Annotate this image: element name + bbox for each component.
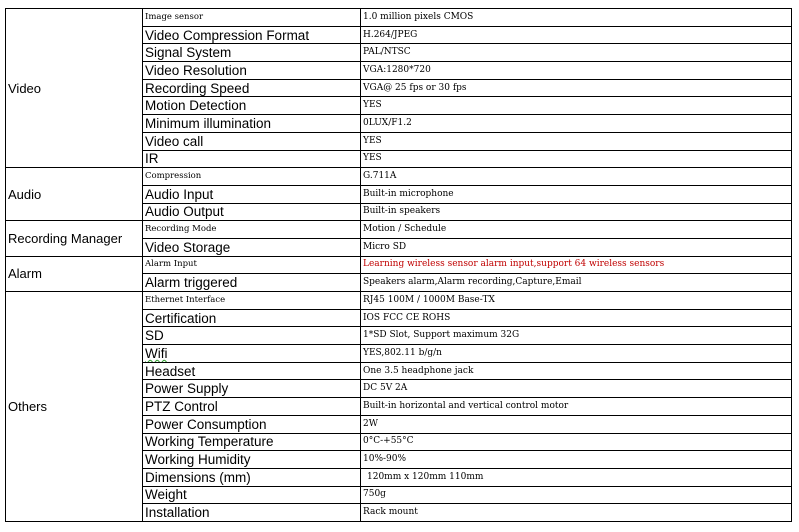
category-alarm: Alarm <box>6 256 143 291</box>
spec-label: Minimum illumination <box>143 115 361 133</box>
spec-value: YES,802.11 b/g/n <box>361 345 792 363</box>
spec-label: Audio Output <box>143 203 361 221</box>
spec-label: Working Temperature <box>143 433 361 451</box>
spec-label: Video Resolution <box>143 62 361 80</box>
spec-label: Motion Detection <box>143 97 361 115</box>
spec-label: PTZ Control <box>143 398 361 416</box>
spec-label: Alarm Input <box>143 256 361 274</box>
spec-value: 1*SD Slot, Support maximum 32G <box>361 327 792 345</box>
spec-label: Recording Speed <box>143 79 361 97</box>
spec-value: YES <box>361 132 792 150</box>
table-row <box>6 221 792 239</box>
spec-label: Dimensions (mm) <box>143 468 361 486</box>
spec-value: VGA:1280*720 <box>361 62 792 80</box>
spec-label: Compression <box>143 168 361 186</box>
spec-value: Rack mount <box>361 504 792 522</box>
spec-value: VGA@ 25 fps or 30 fps <box>361 79 792 97</box>
spec-label: Alarm triggered <box>143 274 361 292</box>
spec-label: SD <box>143 327 361 345</box>
spec-label: Power Supply <box>143 380 361 398</box>
category-audio: Audio <box>6 168 143 221</box>
category-video: Video <box>6 9 143 168</box>
spec-label: Video Compression Format <box>143 26 361 44</box>
spec-value: One 3.5 headphone jack <box>361 362 792 380</box>
spec-label: Recording Mode <box>143 221 361 239</box>
spec-value: Speakers alarm,Alarm recording,Capture,Email <box>361 274 792 292</box>
spec-label: Weight <box>143 486 361 504</box>
spec-label: Installation <box>143 504 361 522</box>
spec-label: Signal System <box>143 44 361 62</box>
spec-value: 2W <box>361 415 792 433</box>
spec-value: 0LUX/F1.2 <box>361 115 792 133</box>
spec-label: Power Consumption <box>143 415 361 433</box>
table-row <box>6 9 792 27</box>
spec-value: PAL/NTSC <box>361 44 792 62</box>
spec-label: Ethernet Interface <box>143 292 361 310</box>
spec-value: Micro SD <box>361 238 792 256</box>
spec-value: YES <box>361 150 792 168</box>
spec-value: Built-in horizontal and vertical control motor <box>361 398 792 416</box>
spec-value: 750g <box>361 486 792 504</box>
spec-value: Motion / Schedule <box>361 221 792 239</box>
spec-value: Built-in microphone <box>361 185 792 203</box>
spec-value: G.711A <box>361 168 792 186</box>
table-row <box>6 256 792 274</box>
spec-label: IR <box>143 150 361 168</box>
table-row <box>6 292 792 310</box>
table-row <box>6 168 792 186</box>
spec-label-cell <box>143 345 361 363</box>
spec-label: Video Storage <box>143 238 361 256</box>
spec-label: Wifi <box>145 345 168 361</box>
spec-value: RJ45 100M / 1000M Base-TX <box>361 292 792 310</box>
spec-table <box>5 8 792 522</box>
spec-value: IOS FCC CE ROHS <box>361 309 792 327</box>
spec-value: 1.0 million pixels CMOS <box>361 9 792 27</box>
spec-value: 10%-90% <box>361 451 792 469</box>
spec-label: Headset <box>143 362 361 380</box>
spec-label: Working Humidity <box>143 451 361 469</box>
category-recording-manager: Recording Manager <box>6 221 143 256</box>
spec-value: 120mm x 120mm 110mm <box>361 468 792 486</box>
spec-value: DC 5V 2A <box>361 380 792 398</box>
spec-value: H.264/JPEG <box>361 26 792 44</box>
spec-value: Built-in speakers <box>361 203 792 221</box>
spec-label: Image sensor <box>143 9 361 27</box>
spec-label: Audio Input <box>143 185 361 203</box>
spec-value: 0°C-+55°C <box>361 433 792 451</box>
spec-value: YES <box>361 97 792 115</box>
spec-value-highlight: Learning wireless sensor alarm input,support 64 wireless sensors <box>361 256 792 274</box>
category-others: Others <box>6 292 143 522</box>
spec-label: Video call <box>143 132 361 150</box>
spec-label: Certification <box>143 309 361 327</box>
